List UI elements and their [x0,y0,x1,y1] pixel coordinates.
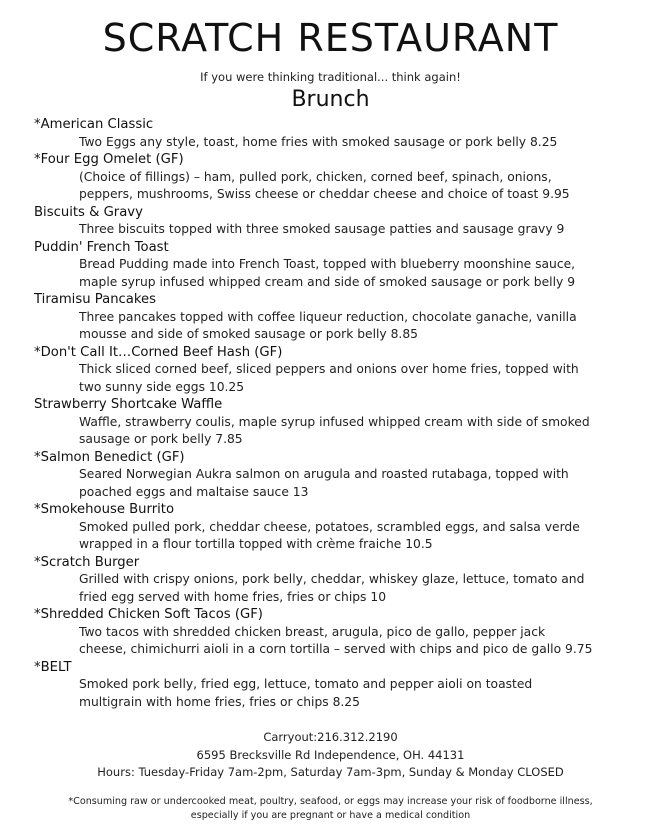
menu-item [34,606,634,659]
menu-item [34,501,634,554]
menu-item-name: *Shredded Chicken Soft Tacos (GF) [34,607,263,622]
menu-item [34,204,634,239]
carryout-phone: Carryout:216.312.2190 [263,730,398,744]
menu-item-name: *Salmon Benedict (GF) [34,449,185,465]
menu-item-description: multigrain with home fries, fries or chips 8.25 [79,694,360,709]
menu-item-name: *Don't Call It…Corned Beef Hash (GF) [34,344,283,360]
menu-item-description: Seared Norwegian Aukra salmon on arugula and roasted rutabaga, topped with [79,467,569,481]
menu-item-description: maple syrup infused whipped cream and side of smoked sausage or pork belly 9 [79,274,576,289]
section-title: Brunch [291,87,370,112]
menu-item-description: (Choice of fillings) – ham, pulled pork, chicken, corned beef, spinach, onions, [79,169,552,184]
hours: Hours: Tuesday-Friday 7am-2pm, Saturday 7am-3pm, Sunday & Monday CLOSED [97,765,564,779]
disclaimer-line: *Consuming raw or undercooked meat, poultry, seafood, or eggs may increase your risk of foodborne illness, [68,796,593,807]
menu-item-name: Puddin' French Toast [34,239,169,255]
menu-item-description: Smoked pulled pork, cheddar cheese, potatoes, scrambled eggs, and salsa verde [79,519,580,534]
menu-list [34,116,634,711]
menu-item-name: Strawberry Shortcake Waffle [34,397,223,412]
menu-item-description: Smoked pork belly, fried egg, lettuce, tomato and pepper aioli on toasted [79,677,533,691]
disclaimer [0,795,661,822]
menu-item [34,449,634,502]
menu-item [34,396,634,449]
menu-item-description: mousse and side of smoked sausage or pork belly 8.85 [79,327,418,341]
menu-item-description: Three biscuits topped with three smoked sausage patties and sausage gravy 9 [79,222,565,236]
menu-item-description: two sunny side eggs 10.25 [79,379,245,394]
menu-item-description: Waffle, strawberry coulis, maple syrup infused whipped cream with side of smoked [79,414,590,429]
menu-item-description: peppers, mushrooms, Swiss cheese or cheddar cheese and choice of toast 9.95 [79,187,570,201]
menu-item [34,116,634,151]
menu-item-description: cheese, chimichurri aioli in a corn tortilla – served with chips and pico de gallo 9.75 [79,642,593,656]
menu-item-name: Tiramisu Pancakes [34,292,157,307]
menu-item-description: Bread Pudding made into French Toast, topped with blueberry moonshine sauce, [79,257,576,271]
tagline: If you were thinking traditional... think again! [200,70,461,84]
menu-item [34,659,634,712]
menu-item-name: *American Classic [34,117,154,132]
menu-item-description: Three pancakes topped with coffee liqueur reduction, chocolate ganache, vanilla [79,309,577,324]
menu-item [34,554,634,607]
menu-item [34,239,634,292]
menu-item [34,344,634,397]
restaurant-title: SCRATCH RESTAURANT [102,16,559,60]
menu-item-name: *Smokehouse Burrito [34,502,175,517]
disclaimer-line: especially if you are pregnant or have a medical condition [190,809,471,821]
menu-item [34,151,634,204]
menu-item-description: Two tacos with shredded chicken breast, arugula, pico de gallo, pepper jack [79,624,546,639]
address: 6595 Brecksville Rd Independence, OH. 44131 [196,747,465,762]
menu-item [34,291,634,344]
menu-item-description: Grilled with crispy onions, pork belly, cheddar, whiskey glaze, lettuce, tomato and [79,572,585,586]
menu-item-name: Biscuits & Gravy [34,204,143,220]
menu-item-description: fried egg served with home fries, fries or chips 10 [79,589,387,604]
footer [0,729,661,782]
menu-item-name: *BELT [34,659,72,675]
menu-item-name: *Scratch Burger [34,554,140,570]
menu-item-description: poached eggs and maltaise sauce 13 [79,484,309,499]
menu-item-description: sausage or pork belly 7.85 [79,432,243,446]
menu-item-name: *Four Egg Omelet (GF) [34,152,184,167]
menu-item-description: Two Eggs any style, toast, home fries with smoked sausage or pork belly 8.25 [79,134,558,149]
menu-item-description: wrapped in a flour tortilla topped with crème fraiche 10.5 [79,537,433,551]
menu-item-description: Thick sliced corned beef, sliced peppers and onions over home fries, topped with [79,362,579,376]
